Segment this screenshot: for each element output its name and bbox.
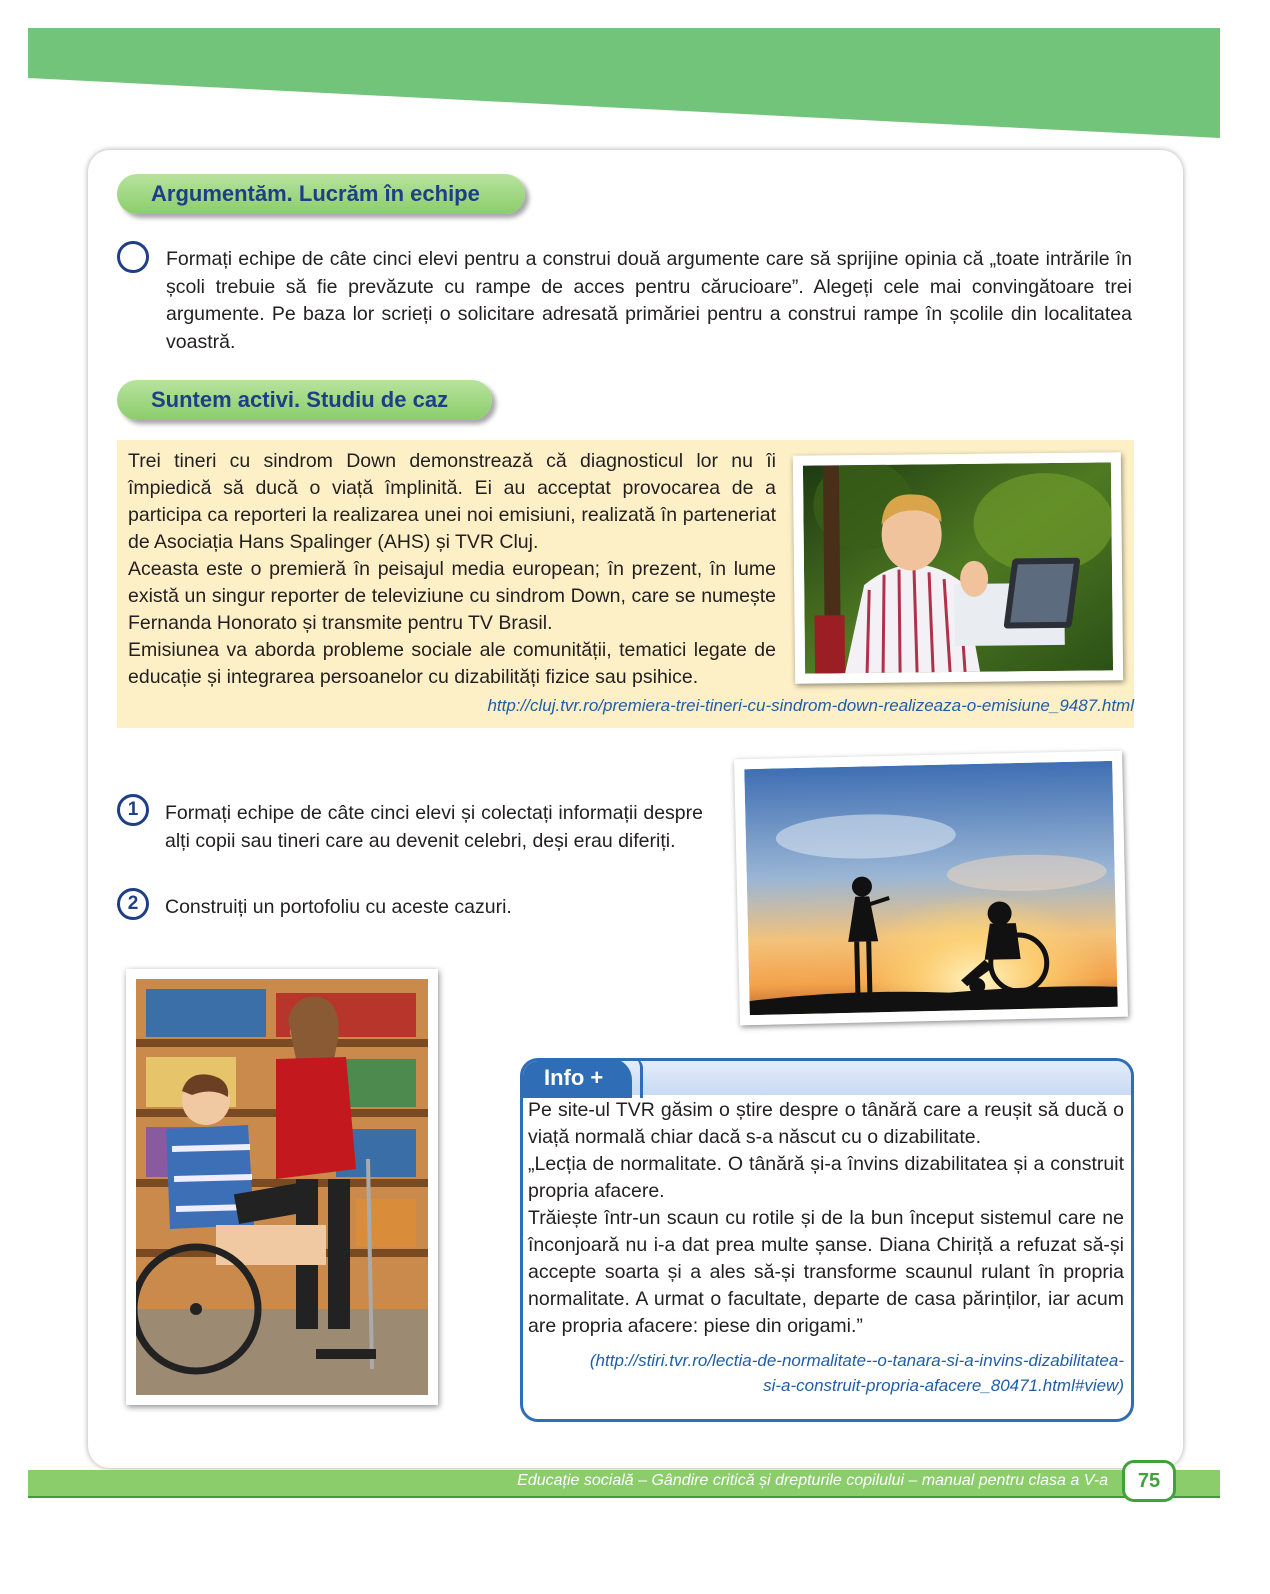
photo-sunset-silhouette <box>734 751 1128 1026</box>
task-number-2: 2 <box>117 888 149 920</box>
section1-paragraph: Formați echipe de câte cinci elevi pentru a construi două argumente care să sprijine opinia că „toate intrările în școli trebuie să fie prevăzute cu rampe de acces pentru cărucioare”. Alegeți cele mai convingătoare trei argumente. Pe baza lor scrieți o solicitare adresată primăriei pentru a construi rampe în școlile din localitatea voastră. <box>166 248 1132 353</box>
info-tab-edge <box>633 1058 643 1098</box>
info-text <box>528 1097 1124 1340</box>
boy-laptop-image <box>803 462 1113 673</box>
case-study-text <box>128 448 776 691</box>
section-title-text: Argumentăm. Lucrăm în echipe <box>151 181 480 206</box>
task-2-text: Construiți un portofoliu cu aceste cazuri. <box>165 896 512 918</box>
info-source-link[interactable] <box>528 1348 1124 1398</box>
info-tab-label: Info + <box>544 1065 604 1090</box>
empty-circle-marker <box>117 241 149 273</box>
top-green-banner <box>0 0 1270 150</box>
footer-title: Educație socială – Gândire critică și drepturile copilului – manual pentru clasa a V-a <box>517 1472 1108 1489</box>
section-title-argumentam <box>117 174 525 214</box>
photo-boy-laptop <box>793 452 1123 683</box>
case-source-link[interactable]: http://cluj.tvr.ro/premiera-trei-tineri-cu-sindrom-down-realizeaza-o-emisiune_9487.html <box>487 696 1134 715</box>
footer-line <box>28 1496 1220 1498</box>
info-link-line-2[interactable]: si-a-construit-propria-afacere_80471.html#view) <box>763 1376 1124 1395</box>
info-paragraph-1: Pe site-ul TVR găsim o știre despre o tânără care a reușit să ducă o viață normală chiar dacă s-a născut cu o dizabilitate. <box>528 1099 1124 1148</box>
photo-library-wheelchair <box>126 969 438 1405</box>
case-paragraph-1: Trei tineri cu sindrom Down demonstrează că diagnosticul lor nu îi împiedică să ducă o viață împlinită. Ei au acceptat provocarea de a participa ca reporteri la realizarea unei noi emisiuni, realizată în parteneriat de Asociația Hans Spalinger (AHS) și TVR Cluj. <box>128 450 776 553</box>
info-tab <box>520 1058 632 1098</box>
case-paragraph-2: Aceasta este o premieră în peisajul media european; în prezent, în lume există un singur reporter de televiziune cu sindrom Down, care se numește Fernanda Honorato și transmite pentru TV Brasil. <box>128 558 776 634</box>
info-link-line-1[interactable]: (http://stiri.tvr.ro/lectia-de-normalitate--o-tanara-si-a-invins-dizabilitatea- <box>589 1351 1124 1370</box>
library-wheelchair-image <box>136 979 428 1395</box>
page-number: 75 <box>1122 1460 1176 1502</box>
case-paragraph-3: Emisiunea va aborda probleme sociale ale comunității, tematici legate de educație și integrarea persoanelor cu dizabilități fizice sau psihice. <box>128 639 776 688</box>
section-title-studiu-de-caz <box>117 380 492 420</box>
task-1-text: Formați echipe de câte cinci elevi și colectați informații despre alți copii sau tineri care au devenit celebri, deși erau diferiți. <box>165 802 703 852</box>
task-number-1: 1 <box>117 794 149 826</box>
sunset-silhouette-image <box>744 761 1117 1015</box>
section-title-text: Suntem activi. Studiu de caz <box>151 387 449 412</box>
info-paragraph-2: „Lecția de normalitate. O tânără și-a învins dizabilitatea și a construit propria afacere. <box>528 1153 1124 1202</box>
info-paragraph-3: Trăiește într-un scaun cu rotile și de la bun început sistemul care ne înconjoară nu i-a dat prea multe șanse. Diana Chiriță a refuzat să-și accepte soarta și a ales să-și transforme scaunul rulant în propria normalitate. A urmat o facultate, departe de casa părinților, iar acum are propria afacere: piese din origami.” <box>528 1207 1124 1337</box>
